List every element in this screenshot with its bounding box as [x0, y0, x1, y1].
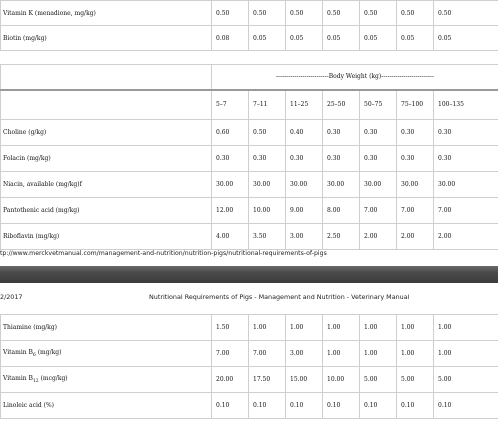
cell: 0.30 — [434, 120, 498, 146]
cell: 0.10 — [323, 393, 360, 419]
weight-range: 75–100 — [397, 90, 434, 120]
cell: 0.30 — [434, 146, 498, 172]
cell: 0.05 — [360, 26, 397, 51]
cell: 0.05 — [286, 26, 323, 51]
cell: 7.00 — [397, 198, 434, 224]
weight-range: 11–25 — [286, 90, 323, 120]
cell: 0.08 — [212, 26, 249, 51]
cell: 1.00 — [360, 315, 397, 341]
cell: 0.30 — [212, 146, 249, 172]
cell: 0.30 — [249, 146, 286, 172]
cell: 0.50 — [434, 1, 498, 26]
table-row — [1, 146, 498, 172]
table-row — [1, 367, 498, 393]
cell: 1.50 — [212, 315, 249, 341]
cell: 9.00 — [286, 198, 323, 224]
cell: 2.50 — [323, 224, 360, 250]
table-row — [1, 341, 498, 367]
cell: 0.50 — [212, 1, 249, 26]
table-row — [1, 1, 498, 26]
cell: 0.50 — [360, 1, 397, 26]
cell: 0.50 — [286, 1, 323, 26]
cell: 2.00 — [397, 224, 434, 250]
cell: 30.00 — [249, 172, 286, 198]
cell: 30.00 — [434, 172, 498, 198]
header-empty-cell — [1, 90, 212, 120]
cell: 0.05 — [323, 26, 360, 51]
row-label: Linoleic acid (%) — [1, 393, 212, 419]
row-label: Riboflavin (mg/kg) — [1, 224, 212, 250]
weight-range: 25–50 — [323, 90, 360, 120]
cell: 0.10 — [434, 393, 498, 419]
cell: 0.10 — [360, 393, 397, 419]
cell: 5.00 — [434, 367, 498, 393]
row-label: Vitamin K (menadione, mg/kg) — [1, 1, 212, 26]
cell: 0.10 — [249, 393, 286, 419]
cell: 3.00 — [286, 341, 323, 367]
label-main: Vitamin B — [3, 374, 33, 382]
cell: 20.00 — [212, 367, 249, 393]
table-row — [1, 315, 498, 341]
cell: 1.00 — [397, 341, 434, 367]
nutrient-table-main — [0, 64, 498, 250]
cell: 1.00 — [434, 315, 498, 341]
cell: 30.00 — [360, 172, 397, 198]
body-weight-header: --------------------------Body Weight (kg)-------------------------- — [212, 65, 498, 90]
cell: 3.00 — [286, 224, 323, 250]
cell: 0.50 — [397, 1, 434, 26]
cell: 30.00 — [323, 172, 360, 198]
cell: 0.05 — [397, 26, 434, 51]
cell: 7.00 — [249, 341, 286, 367]
table-row — [1, 26, 498, 51]
row-label — [1, 341, 212, 367]
row-label: Choline (g/kg) — [1, 120, 212, 146]
cell: 1.00 — [360, 341, 397, 367]
cell: 7.00 — [434, 198, 498, 224]
cell: 0.10 — [212, 393, 249, 419]
cell: 0.30 — [360, 146, 397, 172]
cell: 10.00 — [249, 198, 286, 224]
label-main: Vitamin B — [3, 348, 33, 356]
table-header-row — [1, 65, 498, 90]
nutrient-table-top — [0, 0, 498, 51]
cell: 5.00 — [397, 367, 434, 393]
cell: 8.00 — [323, 198, 360, 224]
label-subscript: 6 — [32, 353, 36, 359]
cell: 1.00 — [249, 315, 286, 341]
cell: 1.00 — [323, 315, 360, 341]
table-row — [1, 172, 498, 198]
cell: 2.00 — [360, 224, 397, 250]
weight-range-row — [1, 90, 498, 120]
cell: 0.50 — [323, 1, 360, 26]
cell: 12.00 — [212, 198, 249, 224]
page-divider — [0, 266, 498, 283]
cell: 10.00 — [323, 367, 360, 393]
cell: 30.00 — [212, 172, 249, 198]
cell: 0.30 — [397, 146, 434, 172]
cell: 0.30 — [286, 146, 323, 172]
cell: 0.30 — [323, 120, 360, 146]
row-label: Niacin, available (mg/kg)f — [1, 172, 212, 198]
cell: 0.40 — [286, 120, 323, 146]
label-subscript: 12 — [32, 379, 39, 385]
cell: 1.00 — [397, 315, 434, 341]
table-row — [1, 120, 498, 146]
cell: 2.00 — [434, 224, 498, 250]
table-row — [1, 224, 498, 250]
cell: 1.00 — [323, 341, 360, 367]
cell: 0.60 — [212, 120, 249, 146]
weight-range: 50–75 — [360, 90, 397, 120]
header-empty-cell — [1, 65, 212, 90]
cell: 0.05 — [249, 26, 286, 51]
row-label: Biotin (mg/kg) — [1, 26, 212, 51]
row-label: Folacin (mg/kg) — [1, 146, 212, 172]
cell: 5.00 — [360, 367, 397, 393]
cell: 7.00 — [212, 341, 249, 367]
row-label: Thiamine (mg/kg) — [1, 315, 212, 341]
source-url[interactable]: tp://www.merckvetmanual.com/management-and-nutrition/nutrition-pigs/nutritional-requirements-of-pigs — [0, 250, 327, 257]
cell: 0.50 — [249, 120, 286, 146]
print-header — [0, 293, 498, 303]
cell: 0.50 — [249, 1, 286, 26]
cell: 30.00 — [286, 172, 323, 198]
cell: 15.00 — [286, 367, 323, 393]
cell: 30.00 — [397, 172, 434, 198]
cell: 1.00 — [434, 341, 498, 367]
cell: 0.10 — [286, 393, 323, 419]
cell: 0.10 — [397, 393, 434, 419]
nutrient-table-continued — [0, 314, 498, 419]
cell: 0.05 — [434, 26, 498, 51]
cell: 17.50 — [249, 367, 286, 393]
cell: 0.30 — [397, 120, 434, 146]
cell: 0.30 — [323, 146, 360, 172]
print-date: 2/2017 — [0, 293, 23, 301]
label-unit: (mcg/kg) — [38, 374, 68, 382]
print-title: Nutritional Requirements of Pigs - Management and Nutrition - Veterinary Manual — [149, 293, 410, 301]
cell: 1.00 — [286, 315, 323, 341]
weight-range: 100–135 — [434, 90, 498, 120]
row-label — [1, 367, 212, 393]
label-unit: (mg/kg) — [35, 348, 62, 356]
table-row — [1, 393, 498, 419]
table-row — [1, 198, 498, 224]
document-page-2 — [0, 283, 498, 421]
cell: 3.50 — [249, 224, 286, 250]
row-label: Pantothenic acid (mg/kg) — [1, 198, 212, 224]
weight-range: 7–11 — [249, 90, 286, 120]
cell: 7.00 — [360, 198, 397, 224]
cell: 0.30 — [360, 120, 397, 146]
weight-range: 5–7 — [212, 90, 249, 120]
cell: 4.00 — [212, 224, 249, 250]
